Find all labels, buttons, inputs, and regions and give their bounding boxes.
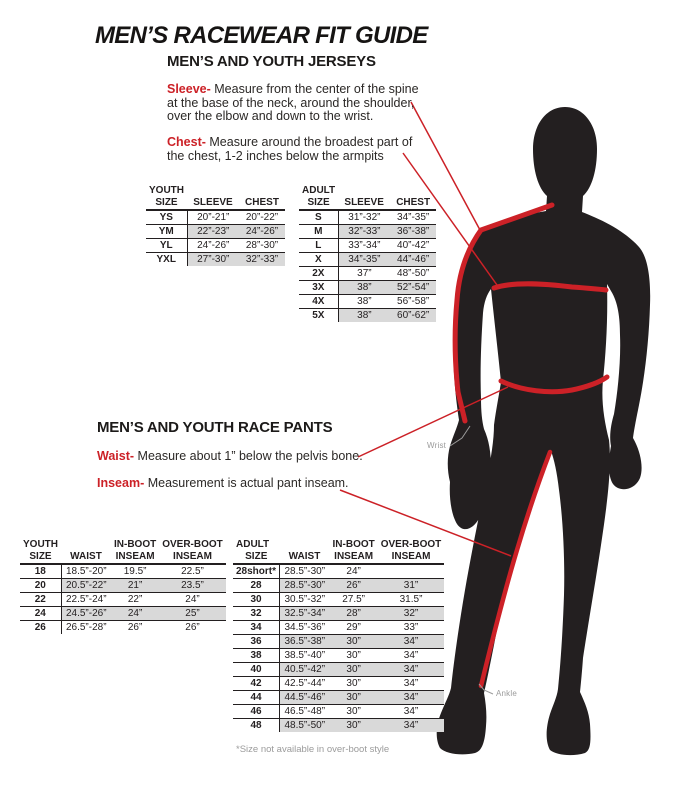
value-cell: 24”	[159, 593, 226, 607]
size-cell: 3X	[299, 281, 338, 295]
column-header: INSEAM	[378, 550, 445, 564]
size-cell: 34	[233, 621, 280, 635]
value-cell: 30”	[330, 719, 378, 733]
size-table	[299, 184, 436, 322]
table-row	[233, 607, 444, 621]
size-cell: 22	[20, 593, 61, 607]
column-header: OVER-BOOT	[380, 539, 442, 550]
column-header: SLEEVE	[187, 196, 239, 210]
table-row	[146, 239, 285, 253]
sleeve-instruction	[167, 83, 419, 124]
value-cell: 32.5”-34”	[280, 607, 330, 621]
inseam-term: Inseam-	[97, 476, 145, 490]
value-cell: 34”	[378, 719, 445, 733]
column-header: SIZE	[299, 196, 338, 210]
table-row	[20, 593, 226, 607]
column-header: WAIST	[61, 550, 111, 564]
size-cell: 46	[233, 705, 280, 719]
value-cell: 34.5”-36”	[280, 621, 330, 635]
value-cell: 23.5”	[159, 579, 226, 593]
value-cell: 33”-34”	[338, 239, 390, 253]
value-cell: 29”	[330, 621, 378, 635]
chest-instruction	[167, 136, 419, 163]
size-cell: YS	[146, 210, 187, 225]
value-cell: 38”	[338, 295, 390, 309]
value-cell: 34”	[378, 705, 445, 719]
column-header: SIZE	[146, 196, 187, 210]
value-cell: 24”-26”	[239, 225, 285, 239]
value-cell: 44”-46”	[390, 253, 436, 267]
size-table	[20, 538, 226, 634]
value-cell: 30”	[330, 677, 378, 691]
sleeve-instruction-text: Measure from the center of the spine at the base of the neck, around the shoulder, over the elbow and down to the wrist.	[167, 82, 419, 123]
value-cell: 30.5”-32”	[280, 593, 330, 607]
value-cell: 46.5”-48”	[280, 705, 330, 719]
table-row	[20, 579, 226, 593]
table-row	[299, 309, 436, 323]
size-cell: YL	[146, 239, 187, 253]
value-cell: 33”	[378, 621, 445, 635]
value-cell: 34”-35”	[338, 253, 390, 267]
value-cell: 27.5”	[330, 593, 378, 607]
column-header: WAIST	[280, 550, 330, 564]
column-header	[61, 538, 111, 550]
table-header-row	[233, 550, 444, 564]
size-cell: 28	[233, 579, 280, 593]
page-title: MEN’S RACEWEAR FIT GUIDE	[95, 22, 428, 49]
value-cell: 32”	[378, 607, 445, 621]
table-row	[299, 210, 436, 225]
table-row	[233, 593, 444, 607]
table-header-row	[299, 184, 436, 196]
value-cell: 21”	[111, 579, 159, 593]
value-cell: 42.5”-44”	[280, 677, 330, 691]
value-cell: 19.5”	[123, 566, 147, 577]
column-header	[390, 184, 436, 196]
inseam-instruction-text: Measurement is actual pant inseam.	[147, 476, 349, 490]
ankle-label: Ankle	[496, 689, 518, 698]
value-cell: 38”	[338, 309, 390, 323]
table-row	[233, 579, 444, 593]
value-cell: 32”-33”	[239, 253, 285, 267]
size-cell: 40	[233, 663, 280, 677]
value-cell: 30”	[330, 635, 378, 649]
value-cell: 37”	[338, 267, 390, 281]
table-row	[299, 253, 436, 267]
value-cell: 34”	[378, 663, 445, 677]
value-cell: 24.5”-26”	[61, 607, 111, 621]
column-header	[239, 184, 285, 196]
size-table	[233, 538, 444, 732]
table-row	[146, 225, 285, 239]
table-row	[20, 564, 226, 579]
size-cell: 2X	[299, 267, 338, 281]
size-cell: M	[299, 225, 338, 239]
table-row	[299, 295, 436, 309]
value-cell: 38.5”-40”	[280, 649, 330, 663]
table-header-row	[299, 196, 436, 210]
table-row	[20, 621, 226, 635]
column-header: ADULT	[302, 185, 336, 196]
value-cell: 26”	[330, 579, 378, 593]
size-cell: 5X	[299, 309, 338, 323]
pants-youth-size-table	[20, 538, 226, 634]
value-cell: 36.5”-38”	[280, 635, 330, 649]
waist-term: Waist-	[97, 449, 135, 463]
column-header: YOUTH	[149, 185, 184, 196]
value-cell: 24”	[111, 607, 159, 621]
value-cell: 31”	[378, 579, 445, 593]
value-cell: 20.5”-22”	[61, 579, 111, 593]
value-cell: 28.5”-30”	[280, 579, 330, 593]
table-row	[233, 677, 444, 691]
value-cell: 52”-54”	[390, 281, 436, 295]
size-cell: 32	[233, 607, 280, 621]
waist-instruction-text: Measure about 1” below the pelvis bone.	[137, 449, 363, 463]
table-row	[233, 635, 444, 649]
size-cell: 36	[233, 635, 280, 649]
pants-section-heading: MEN’S AND YOUTH RACE PANTS	[97, 419, 333, 436]
value-cell: 31.5”	[378, 593, 445, 607]
table-row	[233, 564, 444, 579]
value-cell: 30”	[330, 663, 378, 677]
column-header: ADULT	[236, 539, 270, 550]
size-cell: 28short*	[233, 564, 280, 579]
table-row	[233, 691, 444, 705]
size-cell: YXL	[146, 253, 187, 267]
chest-term: Chest-	[167, 135, 206, 149]
table-header-row	[146, 184, 285, 196]
value-cell: 18.5”-20”	[65, 566, 107, 577]
size-cell: 18	[20, 564, 61, 579]
value-cell: 34”	[378, 635, 445, 649]
value-cell: 30”	[330, 649, 378, 663]
size-cell: YM	[146, 225, 187, 239]
table-row	[233, 663, 444, 677]
value-cell: 20”-22”	[245, 212, 279, 223]
size-cell: 30	[233, 593, 280, 607]
value-cell: 28.5”-30”	[284, 566, 326, 577]
table-row	[299, 225, 436, 239]
table-header-row	[20, 550, 226, 564]
value-cell: 27”-30”	[187, 253, 239, 267]
sleeve-term: Sleeve-	[167, 82, 211, 96]
jersey-youth-size-table	[146, 184, 285, 266]
value-cell: 26.5”-28”	[61, 621, 111, 635]
value-cell: 34”	[378, 691, 445, 705]
table-header-row	[20, 538, 226, 550]
value-cell: 56”-58”	[390, 295, 436, 309]
table-row	[299, 281, 436, 295]
column-header: SIZE	[233, 550, 280, 564]
waist-instruction	[97, 450, 377, 464]
size-cell: 44	[233, 691, 280, 705]
column-header: YOUTH	[23, 539, 58, 550]
value-cell: 22.5”-24”	[61, 593, 111, 607]
size-cell: 4X	[299, 295, 338, 309]
value-cell: 34”	[378, 677, 445, 691]
column-header	[280, 538, 330, 550]
pants-adult-size-table	[233, 538, 444, 732]
value-cell: 30”	[330, 691, 378, 705]
size-cell: 20	[20, 579, 61, 593]
value-cell: 30”	[330, 705, 378, 719]
column-header: INSEAM	[111, 550, 159, 564]
jerseys-section-heading: MEN’S AND YOUTH JERSEYS	[167, 53, 376, 70]
column-header: IN-BOOT	[332, 539, 375, 550]
column-header: IN-BOOT	[114, 539, 157, 550]
size-table	[146, 184, 285, 266]
value-cell: 26”	[159, 621, 226, 635]
column-header: INSEAM	[159, 550, 226, 564]
value-cell: 22”	[111, 593, 159, 607]
value-cell: 34”	[378, 649, 445, 663]
value-cell: 40”-42”	[390, 239, 436, 253]
value-cell: 24”	[346, 566, 361, 577]
wrist-label: Wrist	[427, 441, 447, 450]
value-cell: 60”-62”	[390, 309, 436, 323]
table-row	[233, 621, 444, 635]
value-cell: 20”-21”	[197, 212, 230, 223]
value-cell: 22”-23”	[187, 225, 239, 239]
table-row	[20, 607, 226, 621]
value-cell: 31”-32”	[348, 212, 381, 223]
value-cell: 28”	[330, 607, 378, 621]
size-cell: 42	[233, 677, 280, 691]
value-cell: 48.5”-50”	[280, 719, 330, 733]
table-row	[299, 267, 436, 281]
size-cell: X	[299, 253, 338, 267]
value-cell: 48”-50”	[390, 267, 436, 281]
table-row	[146, 210, 285, 225]
chest-instruction-text: Measure around the broadest part of the chest, 1-2 inches below the armpits	[167, 135, 413, 163]
column-header	[338, 184, 390, 196]
size-cell: 38	[233, 649, 280, 663]
size-cell: 48	[233, 719, 280, 733]
body-silhouette	[437, 107, 650, 755]
value-cell: 22.5”	[181, 566, 204, 577]
size-cell: L	[299, 239, 338, 253]
column-header: OVER-BOOT	[162, 539, 223, 550]
value-cell: 38”	[338, 281, 390, 295]
value-cell: 24”-26”	[187, 239, 239, 253]
column-header: INSEAM	[330, 550, 378, 564]
column-header: SIZE	[20, 550, 61, 564]
column-header	[187, 184, 239, 196]
size-cell: 24	[20, 607, 61, 621]
table-row	[299, 239, 436, 253]
table-row	[233, 705, 444, 719]
table-row	[233, 649, 444, 663]
value-cell: 36”-38”	[390, 225, 436, 239]
size-cell: S	[299, 210, 338, 225]
value-cell: 34”-35”	[397, 212, 430, 223]
size-cell: 26	[20, 621, 61, 635]
column-header: CHEST	[390, 196, 436, 210]
value-cell: 44.5”-46”	[280, 691, 330, 705]
value-cell: 26”	[111, 621, 159, 635]
table-row	[233, 719, 444, 733]
value-cell: 32”-33”	[338, 225, 390, 239]
column-header: SLEEVE	[338, 196, 390, 210]
jersey-adult-size-table	[299, 184, 436, 322]
over-boot-footnote: *Size not available in over-boot style	[236, 744, 390, 755]
value-cell	[378, 564, 445, 579]
inseam-instruction	[97, 477, 377, 491]
table-row	[146, 253, 285, 267]
value-cell: 28”-30”	[239, 239, 285, 253]
value-cell: 25”	[159, 607, 226, 621]
column-header: CHEST	[239, 196, 285, 210]
table-header-row	[146, 196, 285, 210]
table-header-row	[233, 538, 444, 550]
value-cell: 40.5”-42”	[280, 663, 330, 677]
